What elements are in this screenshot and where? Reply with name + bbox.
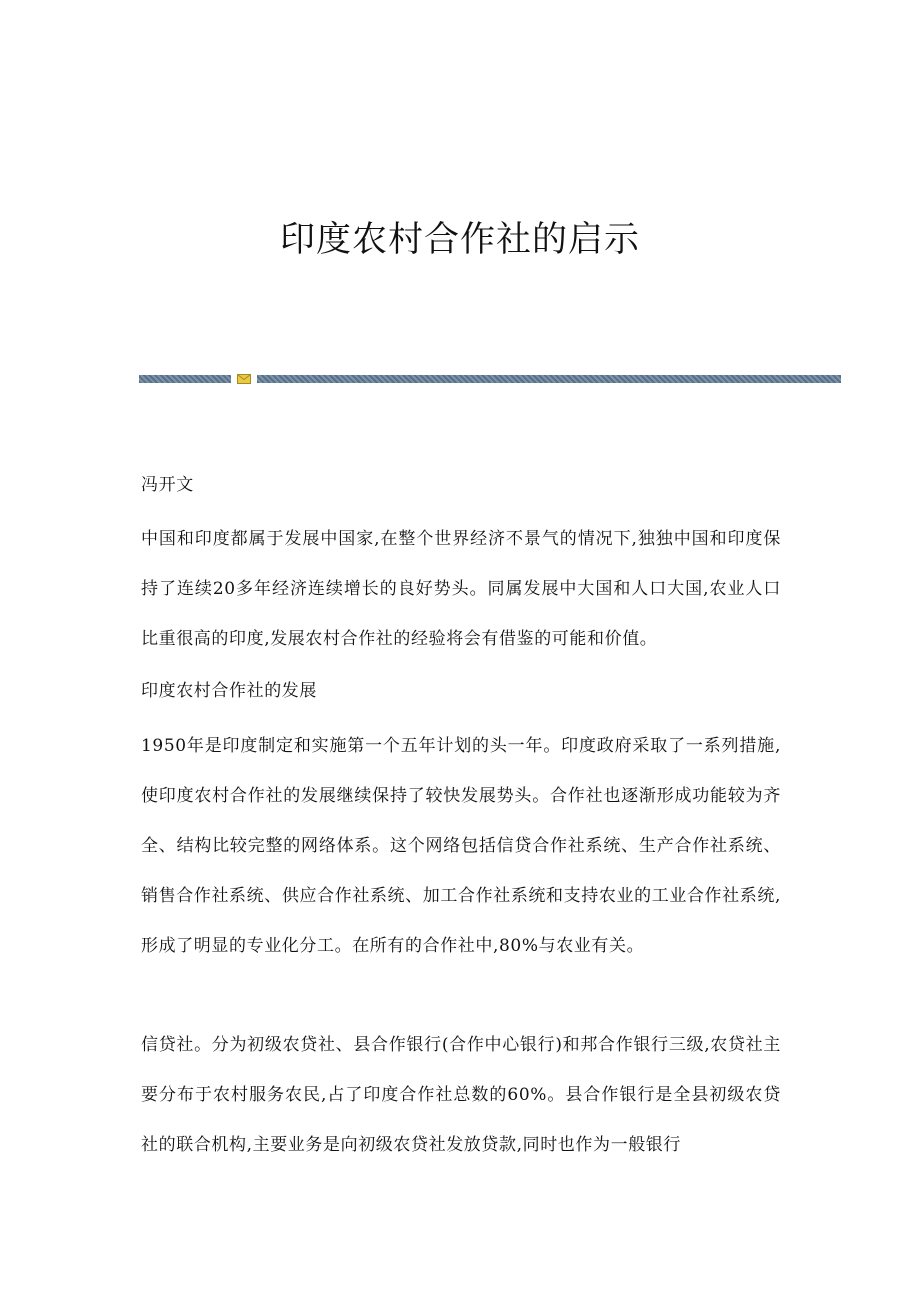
author-name: 冯开文 [141, 475, 194, 495]
paragraph-intro: 中国和印度都属于发展中国家,在整个世界经济不景气的情况下,独独中国和印度保持了连续20多年经济连续增长的良好势头。同属发展中大国和人口大国,农业人口比重很高的印度,发展农村合作社的经验将会有借鉴的可能和价值。 [141, 529, 781, 649]
paragraph-development: 1950年是印度制定和实施第一个五年计划的头一年。印度政府采取了一系列措施,使印度农村合作社的发展继续保持了较快发展势头。合作社也逐渐形成功能较为齐全、结构比较完整的网络体系。这个网络包括信贷合作社系统、生产合作社系统、销售合作社系统、供应合作社系统、加工合作社系统和支持农业的工业合作社系统,形成了明显的专业化分工。在所有的合作社中,80%与农业有关。 [141, 736, 781, 956]
section-heading: 印度农村合作社的发展 [141, 681, 317, 701]
divider-bar-right [257, 375, 841, 383]
divider-bar-left [139, 375, 231, 383]
paragraph-credit-cooperatives: 信贷社。分为初级农贷社、县合作银行(合作中心银行)和邦合作银行三级,农贷社主要分布于农村服务农民,占了印度合作社总数的60%。县合作银行是全县初级农贷社的联合机构,主要业务是向初级农贷社发放贷款,同时也作为一般银行 [141, 1035, 781, 1155]
envelope-ornament-icon [237, 374, 251, 384]
title-divider [139, 374, 841, 384]
document-title: 印度农村合作社的启示 [279, 220, 640, 260]
